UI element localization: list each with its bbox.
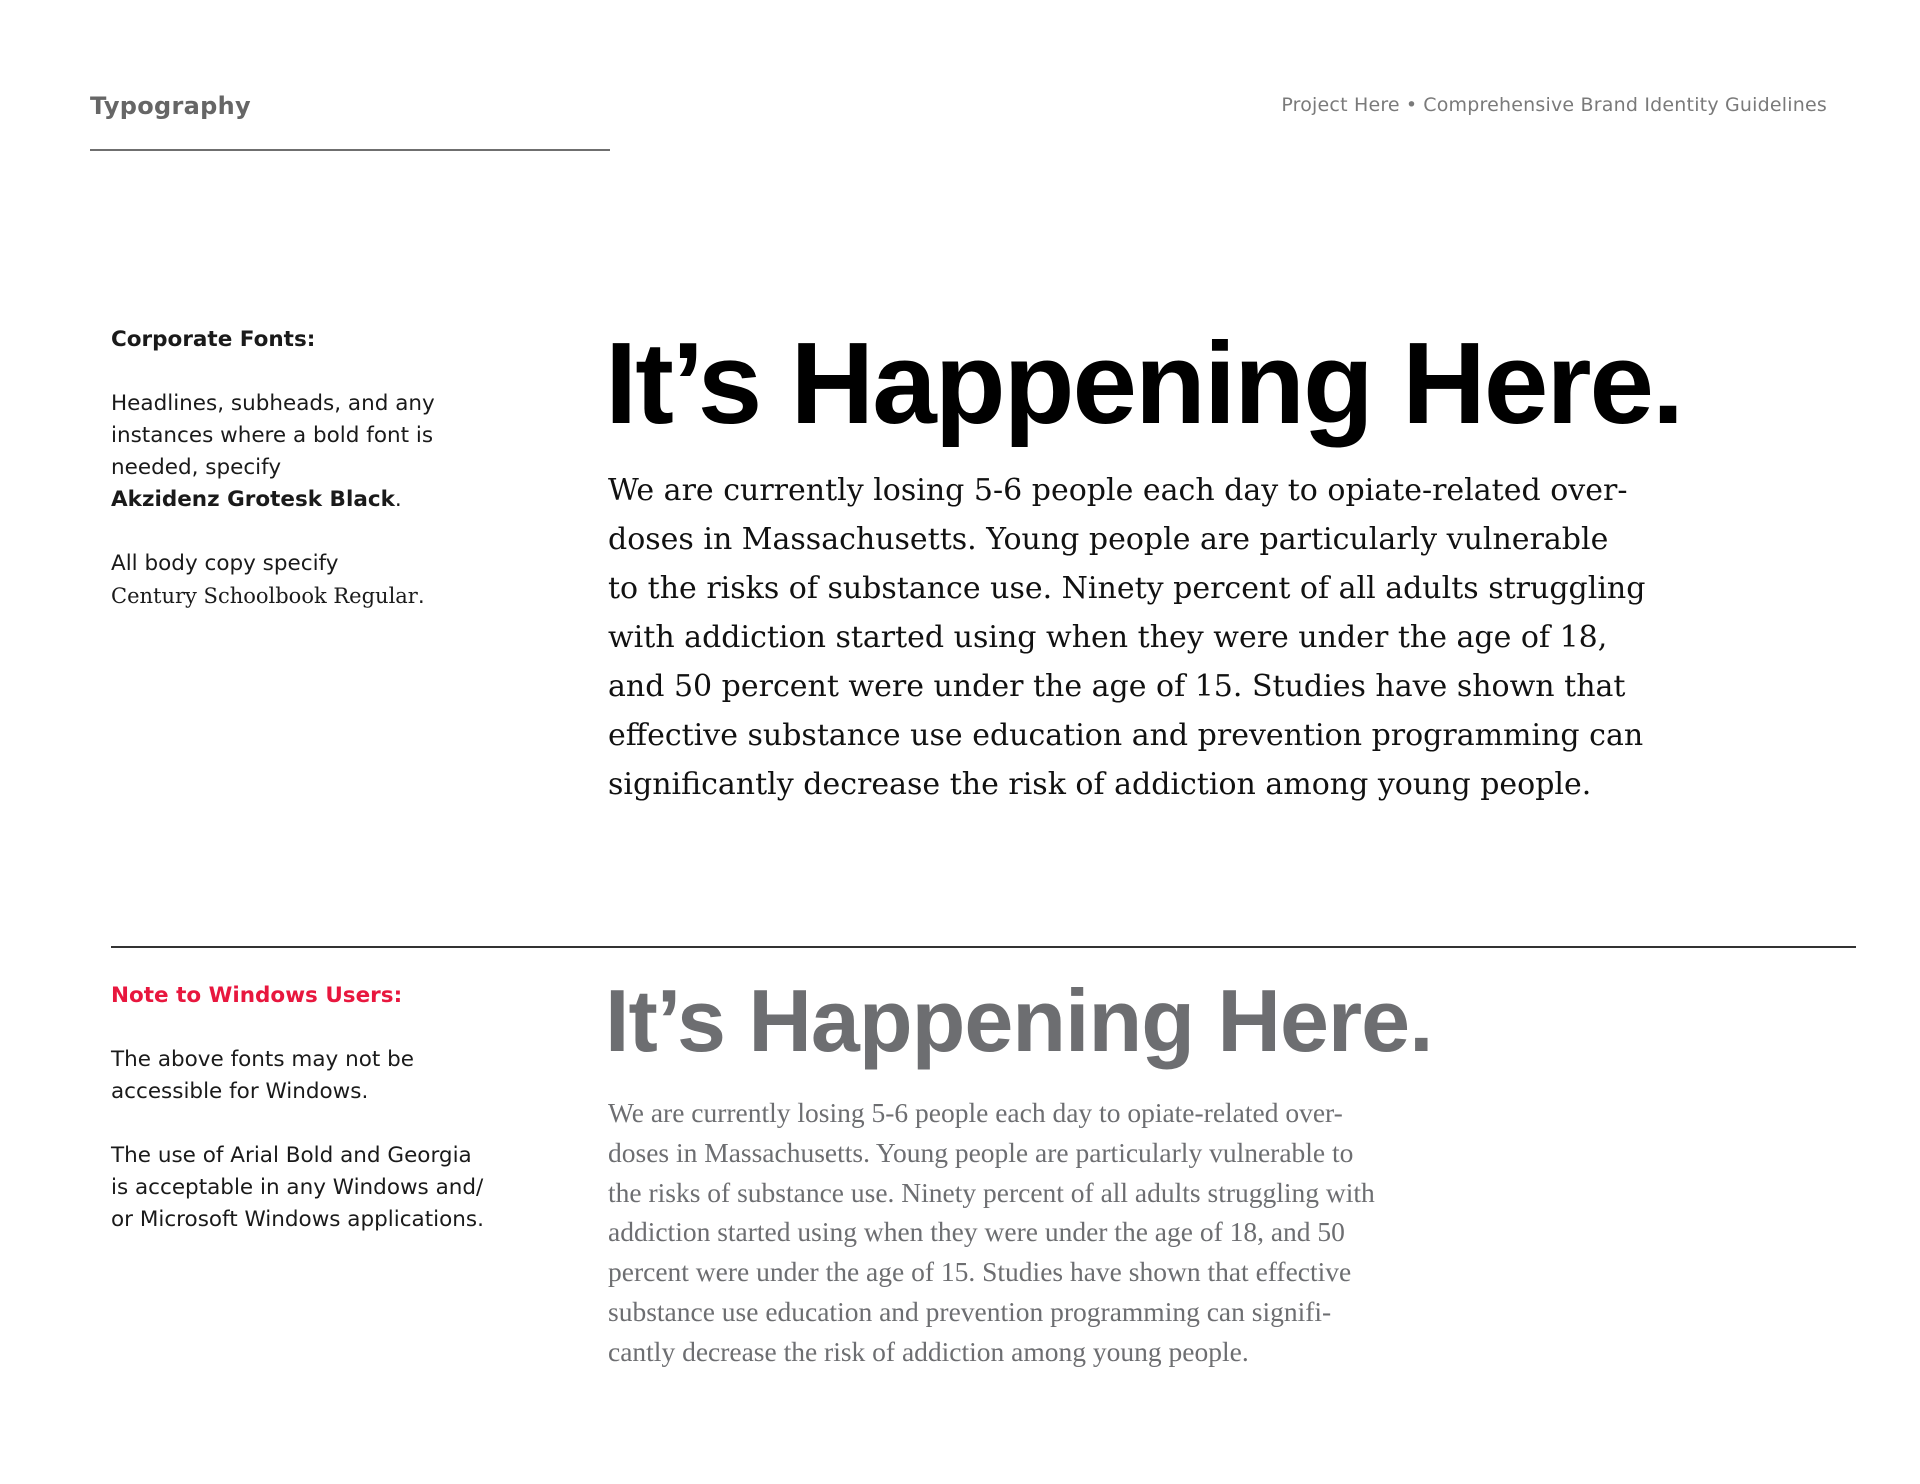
body-sample-line: with addiction started using when they were under the age of 18, (608, 620, 1608, 655)
windows-body-line: doses in Massachusetts. Young people are particularly vulnerable to (608, 1136, 1354, 1168)
primary-headline-sample: It’s Happening Here. (605, 318, 1683, 448)
body-font-period: . (417, 584, 425, 609)
document-header (1281, 94, 1827, 116)
body-sample-line: significantly decrease the risk of addiction among young people. (608, 767, 1592, 802)
windows-body-sample (608, 1093, 1508, 1372)
windows-note-line: The above fonts may not be (111, 1047, 414, 1072)
headline-spec-line-2: instances where a bold font is (111, 423, 434, 448)
windows-note-line: The use of Arial Bold and Georgia (111, 1143, 472, 1168)
section-title: Typography (90, 92, 251, 120)
headline-spec-line-1: Headlines, subheads, and any (111, 391, 435, 416)
primary-body-sample (608, 466, 1668, 809)
corporate-fonts-title: Corporate Fonts: (111, 327, 316, 352)
windows-note-title: Note to Windows Users: (111, 983, 403, 1008)
body-sample-line: doses in Massachusetts. Young people are particularly vulnerable (608, 522, 1609, 557)
section-title-underline (90, 149, 610, 151)
windows-users-note (111, 980, 491, 1236)
headline-font-name: Akzidenz Grotesk Black (111, 487, 395, 512)
windows-body-line: the risks of substance use. Ninety percent of all adults struggling with (608, 1176, 1375, 1208)
windows-body-line: cantly decrease the risk of addiction among young people. (608, 1335, 1249, 1367)
windows-note-line: accessible for Windows. (111, 1079, 369, 1104)
windows-body-line: percent were under the age of 15. Studies have shown that effective (608, 1256, 1352, 1288)
headline-font-period: . (394, 487, 402, 512)
body-font-spec (111, 580, 491, 613)
body-sample-line: We are currently losing 5-6 people each day to opiate-related over- (608, 473, 1628, 508)
windows-body-line: We are currently losing 5-6 people each day to opiate-related over- (608, 1097, 1343, 1128)
section-divider (111, 946, 1856, 948)
headline-font-spec (111, 484, 491, 516)
body-sample-line: to the risks of substance use. Ninety percent of all adults struggling (608, 571, 1646, 606)
doc-project-name: Project Here (1281, 94, 1400, 116)
windows-body-line: substance use education and prevention programming can signifi- (608, 1295, 1332, 1327)
windows-note-line: is acceptable in any Windows and/ (111, 1175, 484, 1200)
body-spec-intro: All body copy specify (111, 551, 339, 576)
headline-spec-line-3: needed, specify (111, 455, 282, 480)
corporate-fonts-note (111, 324, 491, 613)
windows-headline-sample: It’s Happening Here. (605, 971, 1433, 1070)
body-font-name: Century Schoolbook Regular (111, 584, 418, 608)
windows-note-line: or Microsoft Windows applications. (111, 1207, 484, 1232)
windows-body-line: addiction started using when they were under the age of 18, and 50 (608, 1216, 1345, 1248)
body-sample-line: and 50 percent were under the age of 15. Studies have shown that (608, 669, 1626, 704)
body-sample-line: effective substance use education and prevention programming can (608, 718, 1644, 753)
doc-header-separator: • (1405, 94, 1418, 116)
doc-subtitle: Comprehensive Brand Identity Guidelines (1423, 94, 1827, 116)
